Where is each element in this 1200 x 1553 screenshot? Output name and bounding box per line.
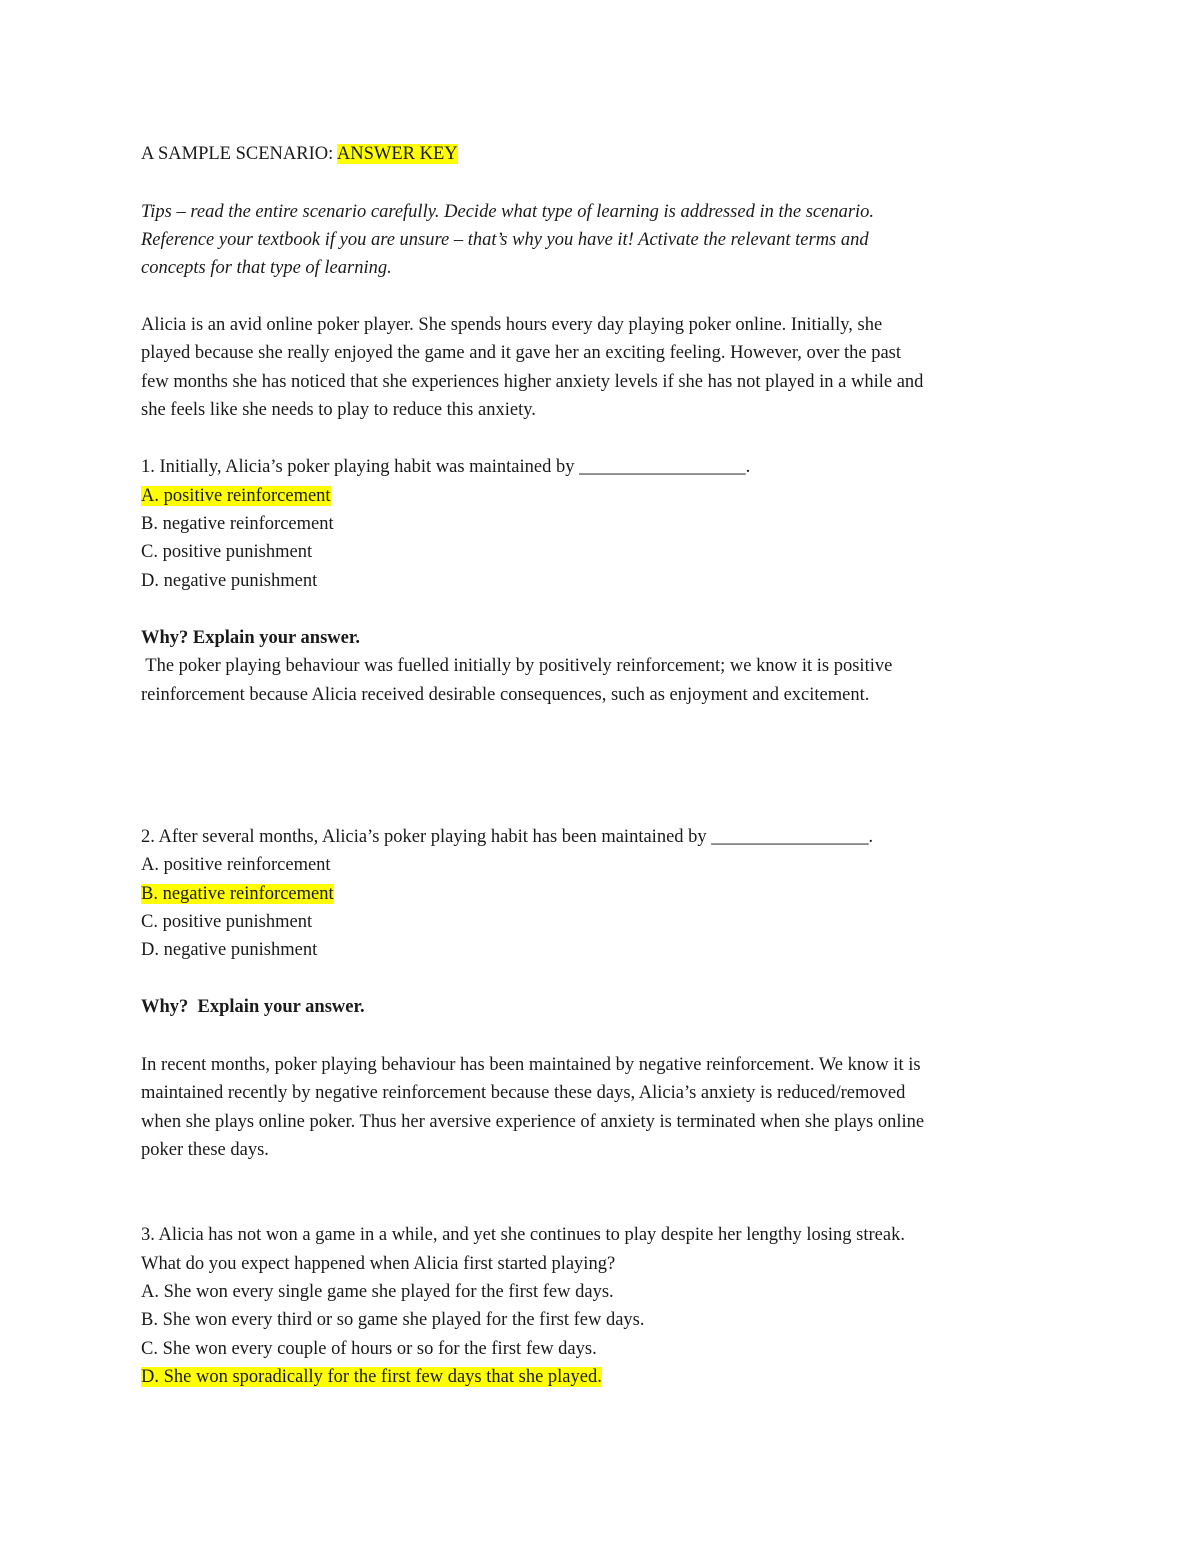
scenario-line: played because she really enjoyed the game and it gave her an exciting feeling. However, over the past bbox=[141, 343, 902, 363]
scenario-line: few months she has noticed that she experiences higher anxiety levels if she has not played in a while and bbox=[141, 372, 924, 392]
tips-line: Reference your textbook if you are unsure – that’s why you have it! Activate the relevant terms and bbox=[141, 230, 869, 250]
tips-line: Tips – read the entire scenario carefully. Decide what type of learning is addressed in the scenario. bbox=[141, 202, 875, 222]
scenario-line: she feels like she needs to play to reduce this anxiety. bbox=[141, 400, 536, 420]
q3-option-a: A. She won every single game she played for the first few days. bbox=[141, 1282, 614, 1302]
q2-option-c: C. positive punishment bbox=[141, 912, 313, 932]
question-2: 2. After several months, Alicia’s poker playing habit has been maintained by _________________. bbox=[141, 827, 874, 847]
scenario-line: Alicia is an avid online poker player. She spends hours every day playing poker online. Initially, she bbox=[141, 315, 883, 335]
q1-option-b: B. negative reinforcement bbox=[141, 514, 334, 534]
question-1: 1. Initially, Alicia’s poker playing habit was maintained by __________________. bbox=[141, 457, 751, 477]
q1-explanation-line: The poker playing behaviour was fuelled initially by positively reinforcement; we know it is positive bbox=[141, 656, 893, 676]
q2-explanation-line: In recent months, poker playing behaviour has been maintained by negative reinforcement. We know it is bbox=[141, 1055, 921, 1075]
q2-explanation-line: maintained recently by negative reinforcement because these days, Alicia’s anxiety is reduced/removed bbox=[141, 1083, 906, 1103]
q3-option-d bbox=[141, 1365, 602, 1389]
q1-option-d: D. negative punishment bbox=[141, 571, 318, 591]
correct-answer-highlight: B. negative reinforcement bbox=[141, 884, 334, 904]
question-3-line: What do you expect happened when Alicia first started playing? bbox=[141, 1254, 616, 1274]
q2-explanation-line: when she plays online poker. Thus her aversive experience of anxiety is terminated when she plays online bbox=[141, 1112, 925, 1132]
q2-why-heading: Why? Explain your answer. bbox=[141, 997, 365, 1017]
document-title bbox=[141, 142, 458, 166]
question-3-line: 3. Alicia has not won a game in a while, and yet she continues to play despite her lengthy losing streak. bbox=[141, 1225, 905, 1245]
correct-answer-highlight: D. She won sporadically for the first few days that she played. bbox=[141, 1367, 602, 1387]
q2-option-b bbox=[141, 882, 334, 906]
q1-why-heading: Why? Explain your answer. bbox=[141, 628, 360, 648]
q1-option-a bbox=[141, 484, 331, 508]
q3-option-c: C. She won every couple of hours or so for the first few days. bbox=[141, 1339, 597, 1359]
q2-explanation-line: poker these days. bbox=[141, 1140, 269, 1160]
q1-option-c: C. positive punishment bbox=[141, 542, 313, 562]
tips-line: concepts for that type of learning. bbox=[141, 258, 392, 278]
correct-answer-highlight: A. positive reinforcement bbox=[141, 486, 331, 506]
q2-option-d: D. negative punishment bbox=[141, 940, 318, 960]
answer-key-highlight: ANSWER KEY bbox=[336, 144, 458, 164]
title-prefix: A SAMPLE SCENARIO: bbox=[141, 144, 337, 164]
q1-explanation-line: reinforcement because Alicia received desirable consequences, such as enjoyment and excitement. bbox=[141, 685, 870, 705]
q3-option-b: B. She won every third or so game she played for the first few days. bbox=[141, 1310, 645, 1330]
q2-option-a: A. positive reinforcement bbox=[141, 855, 331, 875]
